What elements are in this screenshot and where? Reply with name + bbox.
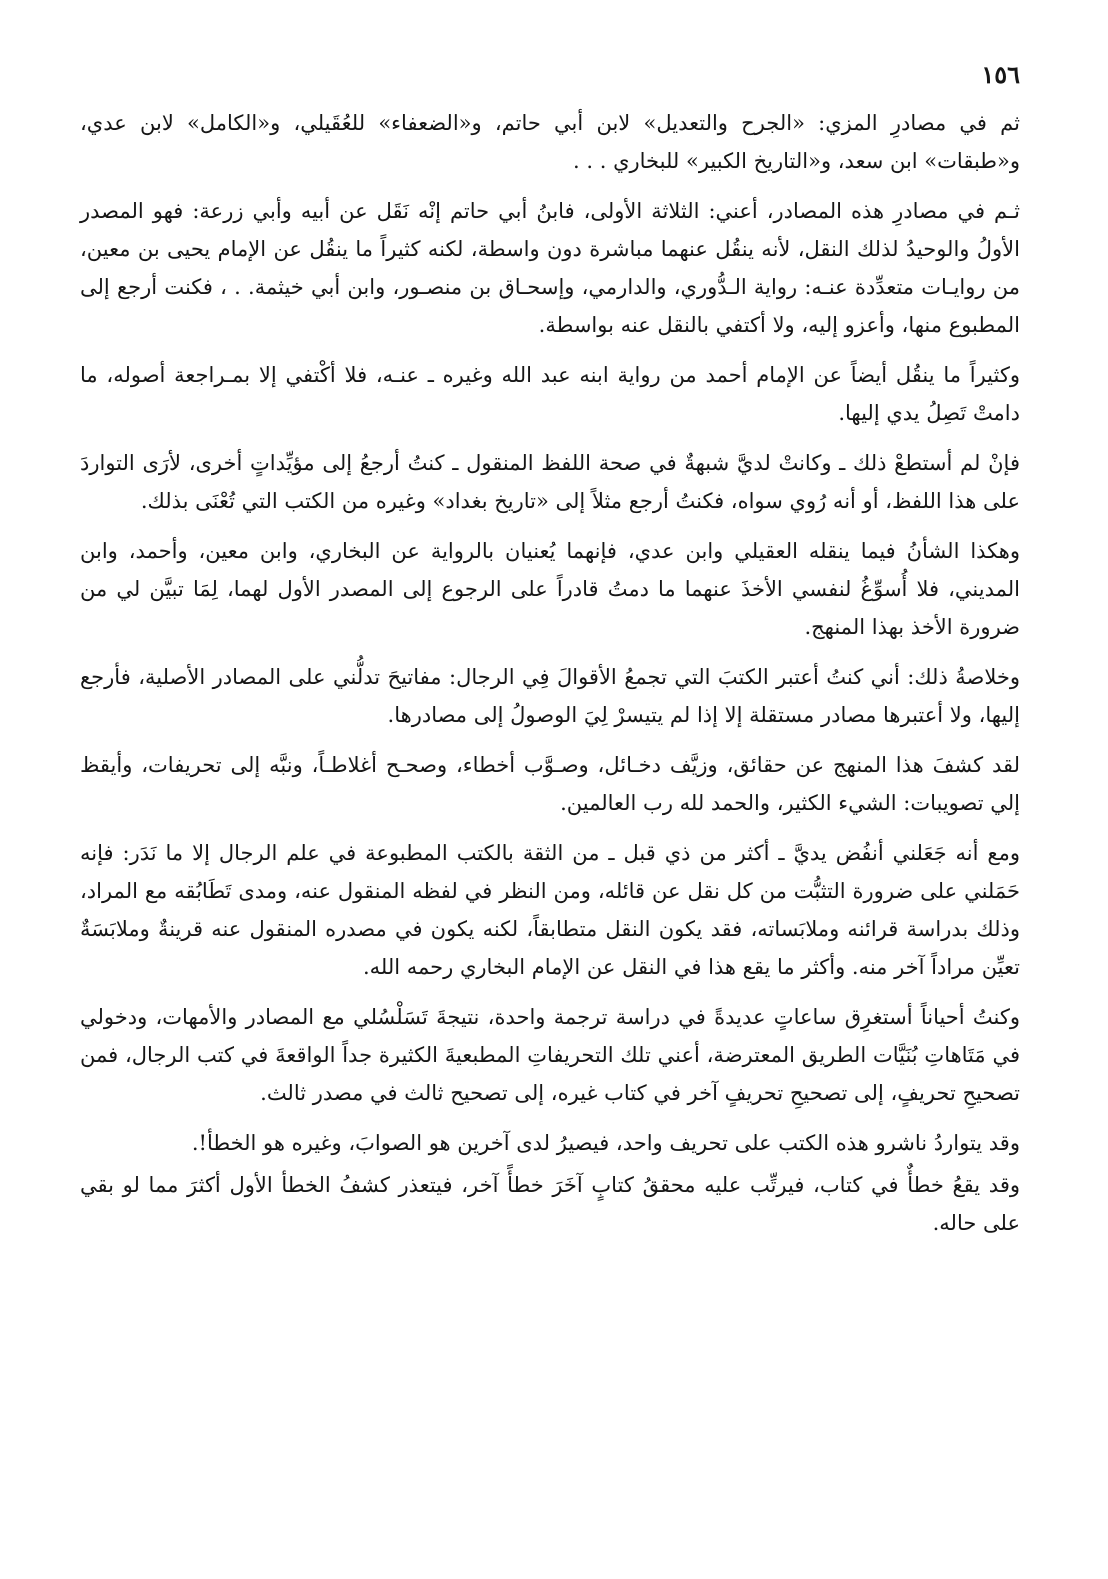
paragraph-1: ثم في مصادرِ المزي: «الجرح والتعديل» لابن أبي حاتم، و«الضعفاء» للعُقَيلي، و«الكامل» لابن عدي، و«طبقات» ابن سعد، و«التاريخ الكبير» للبخاري . . . [80,111,1020,173]
paragraph-9: وكنتُ أحياناً أستغرِق ساعاتٍ عديدةً في دراسة ترجمة واحدة، نتيجةَ تَسَلْسُلي مع المصادر والأمهات، ودخولي في مَتَاهاتِ بُنَيَّات الطريق المعترضة، أعني تلك التحريفاتِ المطبعيةَ الكثيرة جداً الواقعةَ في كتب الرجال، فمن تصحيحِ تحريفٍ، إلى تصحيحِ تحريفٍ آخر في كتاب غيره، إلى تصحيح ثالث في مصدر ثالث. [80,1005,1020,1105]
paragraph-2: ثـم في مصادرِ هذه المصادر، أعني: الثلاثة الأولى، فابنُ أبي حاتم إنْه نَقَل عن أبيه وأبي زرعة: فهو المصدر الأولُ والوحيدُ لذلك النقل، لأنه ينقُل عنهما مباشرة دون واسطة، لكنه كثيراً ما ينقُل عن الإمام يحيى بن معين، من روايـات متعدِّدة عنـه: رواية الـدُّوري، والدارمي، وإسحـاق بن منصـور، وابن أبي خيثمة. . ، فكنت أرجع إلى المطبوع منها، وأعزو إليه، ولا أكتفي بالنقل عنه بواسطة. [80,199,1020,337]
paragraph-6: وخلاصةُ ذلك: أني كنتُ أعتبر الكتبَ التي تجمعُ الأقوالَ فِي الرجال: مفاتيحَ تدلُّني على المصادر الأصلية، فأرجع إليها، ولا أعتبرها مصادر مستقلة إلا إذا لم يتيسرْ لِيَ الوصولُ إلى مصادرها. [80,665,1020,727]
paragraph-10: وقد يتواردُ ناشرو هذه الكتب على تحريف واحد، فيصيرُ لدى آخرين هو الصوابَ، وغيره هو الخطأ!. [191,1131,1020,1155]
page-number: ١٥٦ [981,60,1020,89]
paragraph-8: ومع أنه جَعَلني أنفُض يديَّ ـ أكثر من ذي قبل ـ من الثقة بالكتب المطبوعة في علم الرجال إلا ما نَدَر: فإنه حَمَلني على ضرورة التثبُّت من كل نقل عن قائله، ومن النظر في لفظه المنقول عنه، ومدى تَطَابُقه مع المراد، وذلك بدراسة قرائنه وملابَساته، فقد يكون النقل متطابقاً، لكنه يكون في مصدره المنقول عنه قرينةٌ وملابَسَةٌ تعيِّن مراداً آخر منه. وأكثر ما يقع هذا في النقل عن الإمام البخاري رحمه الله. [80,841,1020,979]
paragraph-5: وهكذا الشأنُ فيما ينقله العقيلي وابن عدي، فإنهما يُعنيان بالرواية عن البخاري، وابن معين، وأحمد، وابن المديني، فلا أُسوِّغُ لنفسي الأخذَ عنهما ما دمتُ قادراً على الرجوع إلى المصدر الأول لهما، لِمَا تبيَّن لي من ضرورة الأخذ بهذا المنهج. [80,539,1020,639]
paragraph-11: وقد يقعُ خطأٌ في كتاب، فيرتِّب عليه محققُ كتابٍ آخَرَ خطأً آخر، فيتعذر كشفُ الخطأ الأول أكثرَ مما لو بقي على حاله. [80,1173,1020,1235]
paragraph-4: فإنْ لم أستطعْ ذلك ـ وكانتْ لديَّ شبهةٌ في صحة اللفظ المنقول ـ كنتُ أرجعُ إلى مؤيِّداتٍ أخرى، لأرَى التواردَ على هذا اللفظ، أو أنه رُوي سواه، فكنتُ أرجع مثلاً إلى «تاريخ بغداد» وغيره من الكتب التي تُعْنَى بذلك. [80,451,1020,513]
paragraph-7: لقد كشفَ هذا المنهج عن حقائق، وزيَّف دخـائل، وصـوَّب أخطاء، وصحـح أغلاطـاً، ونبَّه إلى تحريفات، وأيقظ إلي تصويبات: الشيء الكثير، والحمد لله رب العالمين. [80,753,1020,815]
paragraph-3: وكثيراً ما ينقُل أيضاً عن الإمام أحمد من رواية ابنه عبد الله وغيره ـ عنـه، فلا أكْتفي إلا بمـراجعة أصوله، ما دامتْ تَصِلُ يدي إليها. [80,363,1020,425]
